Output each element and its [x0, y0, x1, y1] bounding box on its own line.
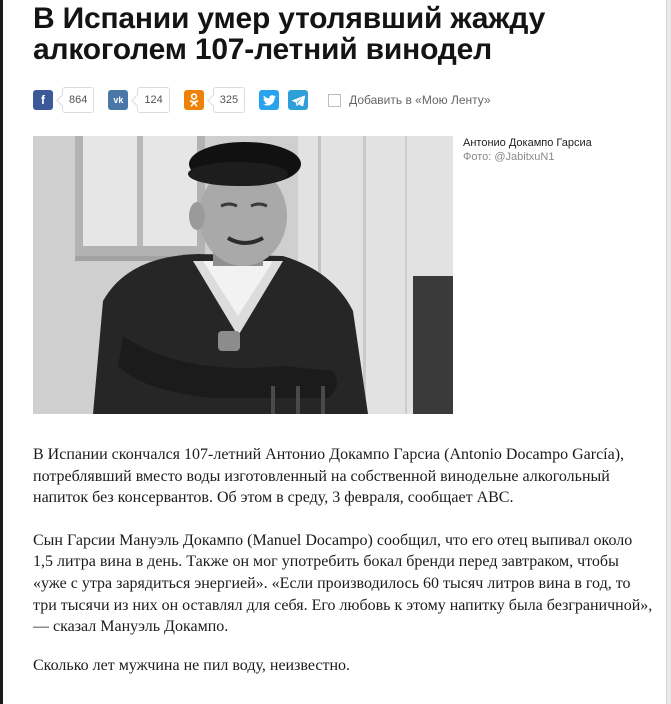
vk-share-count: 124 — [137, 87, 169, 113]
photo-caption-name: Антонио Докампо Гарсиа — [463, 137, 592, 149]
share-facebook[interactable] — [33, 87, 94, 113]
article-paragraph: Сколько лет мужчина не пил воду, неизвестно. — [33, 656, 351, 674]
add-to-my-feed[interactable] — [328, 93, 491, 107]
photo-credit: Фото: @JabitxuN1 — [463, 151, 555, 163]
twitter-icon[interactable] — [259, 90, 279, 110]
share-telegram[interactable] — [288, 90, 308, 110]
article-photo — [33, 136, 453, 414]
odnoklassniki-icon[interactable] — [184, 90, 204, 110]
vk-icon[interactable]: vk — [108, 90, 128, 110]
odnoklassniki-share-count: 325 — [213, 87, 245, 113]
article-title: В Испании умер утолявший жажду алкоголем 107-летний винодел — [33, 2, 546, 66]
window-right-scrollbar[interactable] — [666, 0, 671, 704]
telegram-icon[interactable] — [288, 90, 308, 110]
article-paragraph: Сын Гарсии Мануэль Докампо (Manuel Docampo) сообщил, что его отец выпивал около 1,5 литра вина в день. Также он мог употребить бокал бренди перед завтраком, чтобы «уже с утра зарядиться энергией». «Если производилось 60 тысяч литров вина в год, то три тысячи из них он оставлял для себя. Его любовь к этому напитку была безграничной», — сказал Мануэль Докампо. — [33, 531, 653, 636]
share-odnoklassniki[interactable] — [184, 87, 245, 113]
article-paragraph: В Испании скончался 107-летний Антонио Докампо Гарсиа (Antonio Docampo García), потреблявший вместо воды изготовленный на собственной винодельне алкогольный напиток без консервантов. Об этом в среду, 3 февраля, сообщает ABC. — [33, 446, 625, 507]
add-to-my-feed-label[interactable]: Добавить в «Мою Ленту» — [349, 93, 491, 107]
share-bar — [33, 86, 491, 114]
add-to-my-feed-checkbox[interactable] — [328, 94, 341, 107]
facebook-share-count: 864 — [62, 87, 94, 113]
share-twitter[interactable] — [259, 90, 279, 110]
article-body — [33, 444, 655, 676]
share-vkontakte[interactable] — [108, 87, 169, 113]
facebook-icon[interactable]: f — [33, 90, 53, 110]
photo-caption — [463, 136, 653, 164]
article-photo-image — [33, 136, 453, 414]
window-left-border — [0, 0, 3, 704]
